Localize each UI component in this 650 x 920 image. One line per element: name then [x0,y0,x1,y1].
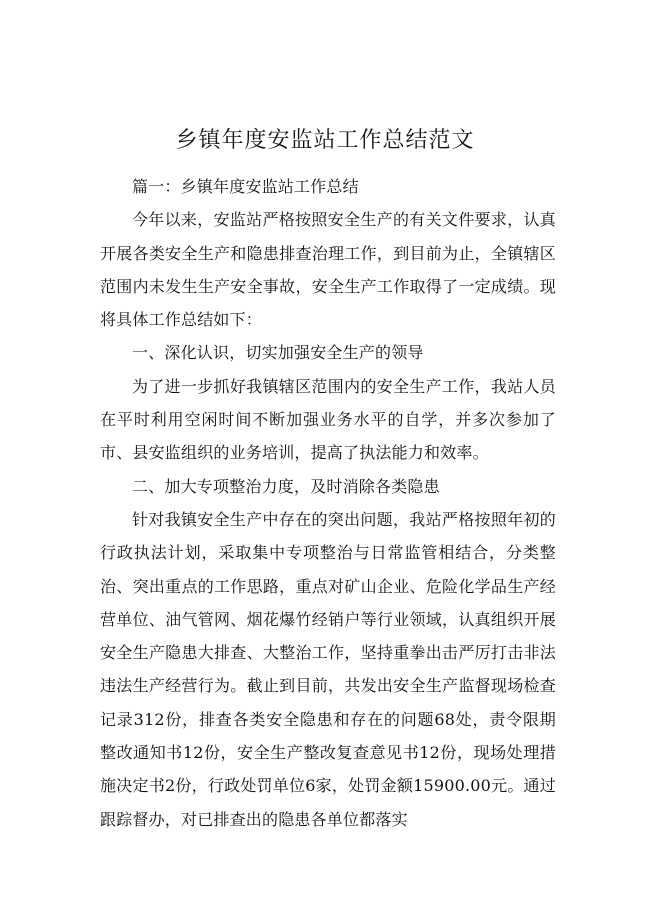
document-title: 乡镇年度安监站工作总结范文 [175,128,475,153]
section-heading-1: 一、深化认识，切实加强安全生产的领导 [132,343,424,363]
section-heading-2: 二、加大专项整治力度，及时消除各类隐患 [132,476,440,496]
intro-paragraph: 今年以来，安监站严格按照安全生产的有关文件要求，认真开展各类安全生产和隐患排查治理工作，到目前为止，全镇辖区范围内未发生生产安全事故，安全生产工作取得了一定成绩。现将具体工作总结如下： [100,210,556,330]
section-2-paragraph: 针对我镇安全生产中存在的突出问题，我站严格按照年初的行政执法计划，采取集中专项整治与日常监管相结合，分类整治、突出重点的工作思路，重点对矿山企业、危险化学品生产经营单位、油气管网、烟花爆竹经销户等行业领域，认真组织开展安全生产隐患大排查、大整治工作，坚持重拳出击严厉打击非法违法生产经营行为。截止到目前，共发出安全生产监督现场检查记录312份，排查各类安全隐患和存在的问题68处，责令限期整改通知书12份，安全生产整改复查意见书12份，现场处理措施决定书2份，行政处罚单位6家，处罚金额15900.00元。通过跟踪督办，对已排查出的隐患各单位都落实 [100,509,556,829]
section-heading-article-1: 篇一：乡镇年度安监站工作总结 [132,177,359,196]
document-body [100,170,556,836]
section-1-paragraph: 为了进一步抓好我镇辖区范围内的安全生产工作，我站人员在平时利用空闲时间不断加强业务水平的自学，并多次参加了市、县安监组织的业务培训，提高了执法能力和效率。 [100,376,556,463]
